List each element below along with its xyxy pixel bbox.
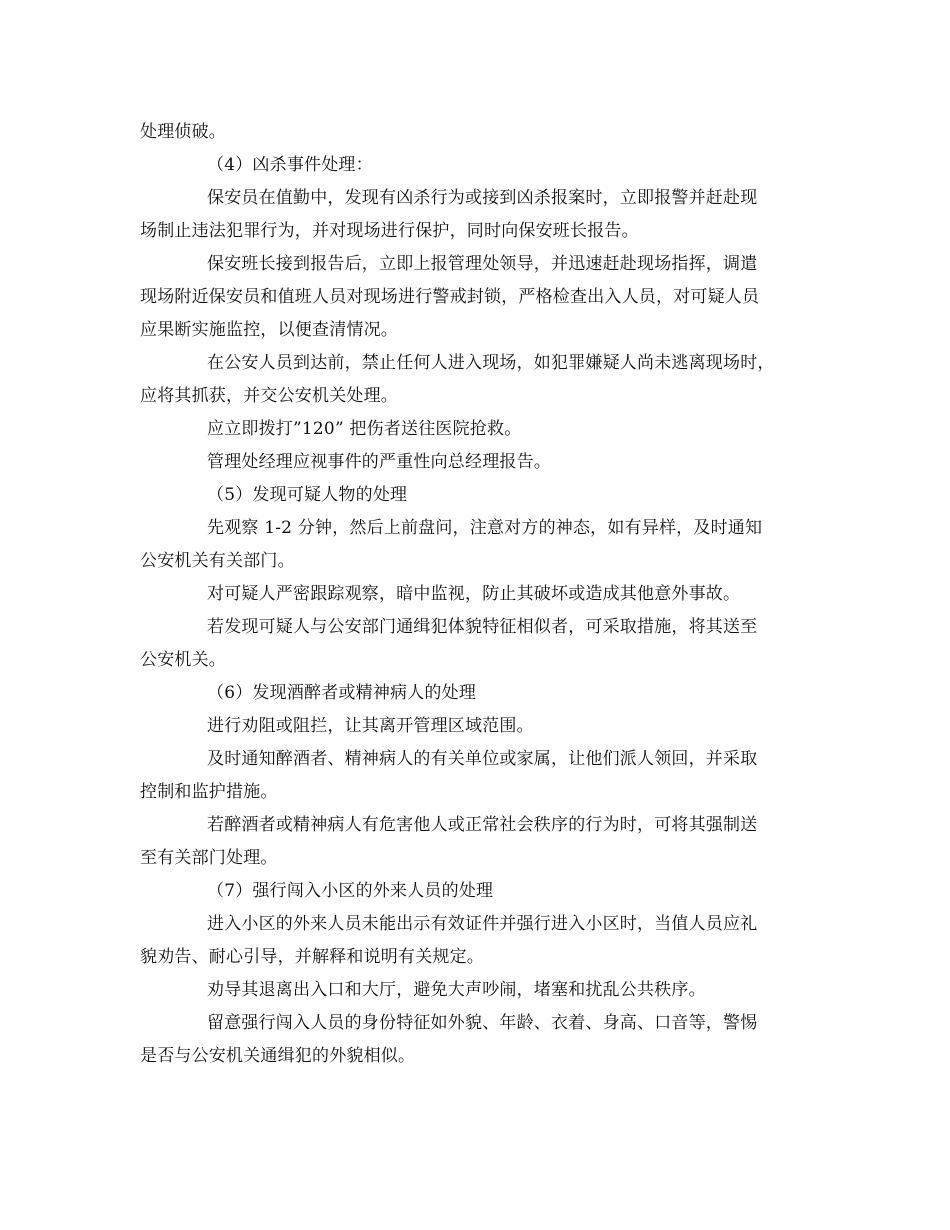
text-line: （4）凶杀事件处理： [207,155,373,175]
text-line: 进入小区的外来人员未能出示有效证件并强行进入小区时，当值人员应礼 [207,914,758,934]
text-line: （5）发现可疑人物的处理 [207,485,408,505]
text-line: 若醉酒者或精神病人有危害他人或正常社会秩序的行为时，可将其强制送 [207,815,758,835]
text-line: 劝导其退离出入口和大厅，避免大声吵闹，堵塞和扰乱公共秩序。 [207,980,706,1000]
text-line: （7）强行闯入小区的外来人员的处理 [207,881,494,901]
text-line: 及时通知醉酒者、精神病人的有关单位或家属，让他们派人领回，并采取 [207,749,758,769]
document-body [140,116,820,1073]
text-line: 处理侦破。 [140,122,226,142]
text-line: 公安机关。 [140,650,226,670]
text-line: 保安员在值勤中，发现有凶杀行为或接到凶杀报案时，立即报警并赶赴现 [207,188,758,208]
text-line: 若发现可疑人与公安部门通缉犯体貌特征相似者，可采取措施，将其送至 [207,617,758,637]
text-line: 应果断实施监控，以便查清情况。 [140,320,398,340]
text-line: 留意强行闯入人员的身份特征如外貌、年龄、衣着、身高、口音等，警惕 [207,1013,758,1033]
text-line: （6）发现酒醉者或精神病人的处理 [207,683,477,703]
text-line: 是否与公安机关通缉犯的外貌相似。 [140,1046,416,1066]
text-line: 公安机关有关部门。 [140,551,295,571]
text-line: 管理处经理应视事件的严重性向总经理报告。 [207,452,551,472]
text-line: 控制和监护措施。 [140,782,278,802]
text-line: 应将其抓获，并交公安机关处理。 [140,386,398,406]
text-line: 应立即拨打”120” 把伤者送往医院抢救。 [207,419,522,439]
text-line: 进行劝阻或阻拦，让其离开管理区域范围。 [207,716,534,736]
text-line: 在公安人员到达前，禁止任何人进入现场，如犯罪嫌疑人尚未逃离现场时， [207,353,775,373]
text-line: 至有关部门处理。 [140,848,278,868]
text-line: 先观察 1-2 分钟，然后上前盘问，注意对方的神态，如有异样，及时通知 [207,518,763,538]
text-line: 对可疑人严密跟踪观察，暗中监视，防止其破坏或造成其他意外事故。 [207,584,741,604]
text-line: 保安班长接到报告后，立即上报管理处领导，并迅速赶赴现场指挥，调遣 [207,254,758,274]
text-line: 貌劝告、耐心引导，并解释和说明有关规定。 [140,947,484,967]
text-line: 场制止违法犯罪行为，并对现场进行保护，同时向保安班长报告。 [140,221,639,241]
text-line: 现场附近保安员和值班人员对现场进行警戒封锁，严格检查出入人员，对可疑人员 [140,287,760,307]
